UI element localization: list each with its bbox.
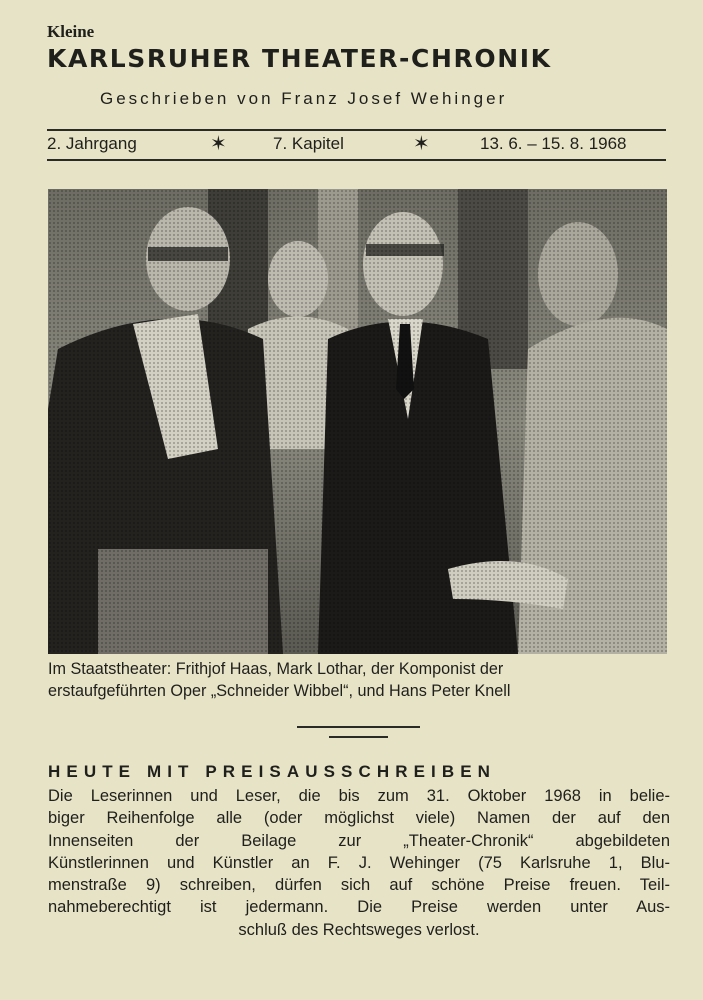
masthead-prefix: Kleine (47, 22, 95, 41)
contest-body (48, 785, 670, 941)
contest-heading: HEUTE MIT PREISAUSSCHREIBEN (48, 762, 497, 781)
contest-line: menstraße 9) schreiben, dürfen sich auf schöne Preise freuen. Teil- (48, 876, 670, 895)
volume-label: 2. Jahrgang (47, 134, 137, 153)
masthead-title: KARLSRUHER THEATER-CHRONIK (47, 44, 552, 73)
bottom-rule (47, 159, 666, 161)
contest-line: nahmeberechtigt ist jedermann. Die Preise werden unter Aus- (48, 898, 670, 917)
contest-line: Die Leserinnen und Leser, die bis zum 31. Oktober 1968 in belie- (48, 787, 670, 805)
caption-line: erstaufgeführten Oper „Schneider Wibbel“, und Hans Peter Knell (48, 682, 511, 700)
contest-line: biger Reihenfolge alle (oder möglichst viele) Namen der auf den (48, 809, 670, 828)
top-rule (47, 129, 666, 131)
contest-line: Innenseiten der Beilage zur „Theater-Chronik“ abgebildeten (48, 831, 670, 850)
star-separator-icon: ✶ (413, 133, 430, 155)
decorative-rule-short (329, 736, 388, 738)
contest-line: schluß des Rechtsweges verlost. (238, 920, 480, 939)
date-range: 13. 6. – 15. 8. 1968 (480, 134, 627, 153)
caption-line: Im Staatstheater: Frithjof Haas, Mark Lothar, der Komponist der (48, 660, 504, 678)
masthead-subtitle: Geschrieben von Franz Josef Wehinger (100, 89, 508, 108)
contest-line: Künstlerinnen und Künstler an F. J. Wehinger (75 Karlsruhe 1, Blu- (48, 853, 670, 872)
star-separator-icon: ✶ (210, 133, 227, 155)
issue-info-row (47, 134, 666, 156)
chapter-label: 7. Kapitel (273, 134, 344, 153)
group-photo (48, 189, 667, 654)
photo-caption (48, 658, 673, 702)
decorative-rule-long (297, 726, 420, 728)
